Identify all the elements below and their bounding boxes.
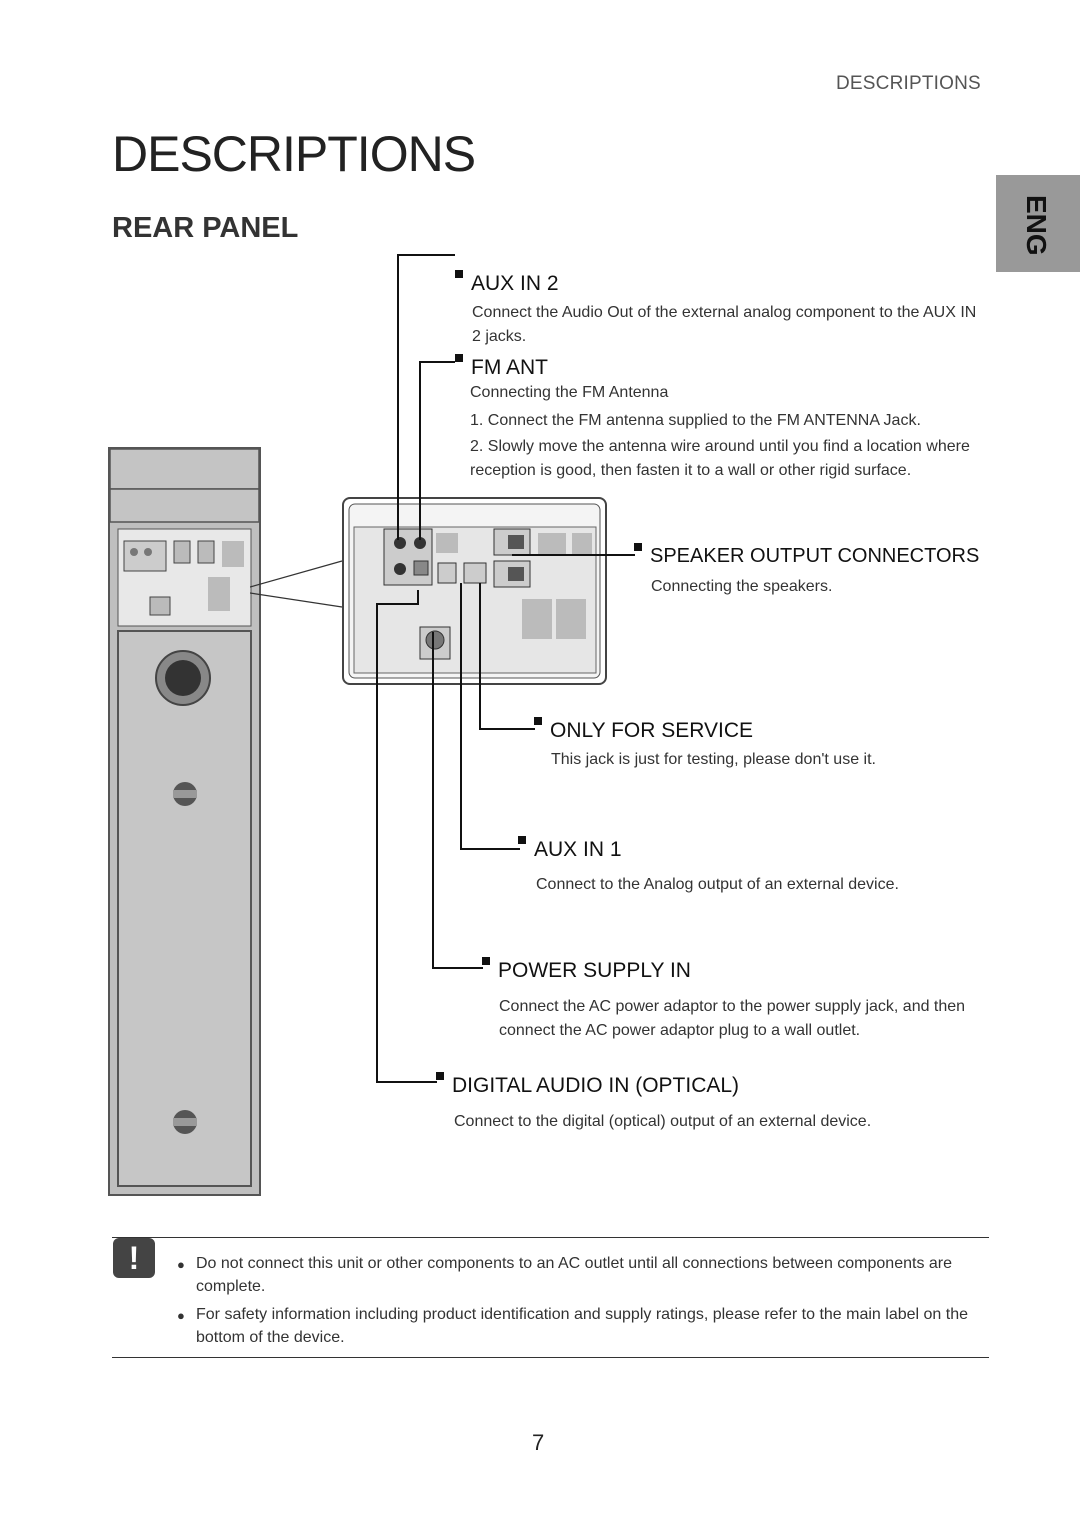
power-supply-heading-text: POWER SUPPLY IN [498, 959, 691, 982]
bullet-dot-icon: ● [177, 1308, 185, 1323]
aux-in-2-heading-text: AUX IN 2 [471, 272, 559, 295]
aux-in-1-heading-text: AUX IN 1 [534, 838, 622, 861]
optical-text: Connect to the digital (optical) output of an external device. [454, 1113, 872, 1130]
only-for-service-text: This jack is just for testing, please don't use it. [551, 751, 876, 768]
bullet-square-icon [534, 717, 542, 725]
speaker-output-text: Connecting the speakers. [651, 578, 833, 595]
note-item-1: Do not connect this unit or other components to an AC outlet until all connections between components are complete. [196, 1255, 953, 1295]
aux-in-2-heading [455, 272, 559, 296]
fm-ant-intro: Connecting the FM Antenna [470, 384, 669, 401]
running-head: DESCRIPTIONS [836, 73, 981, 94]
caution-icon-glyph: ! [128, 1240, 140, 1276]
bullet-square-icon [634, 543, 642, 551]
page-number: 7 [532, 1430, 545, 1455]
optical-heading [436, 1074, 739, 1098]
fm-ant-heading [455, 356, 548, 380]
fm-ant-heading-text: FM ANT [471, 356, 548, 379]
note-bottom-rule [112, 1357, 989, 1358]
section-title: REAR PANEL [112, 212, 299, 244]
fm-ant-step-2: 2. Slowly move the antenna wire around until you find a location where reception is good, then fasten it to a wall or other rigid surface. [470, 438, 970, 479]
language-tab-label: ENG [1021, 195, 1052, 256]
power-supply-text: Connect the AC power adaptor to the power supply jack, and then connect the AC power adaptor plug to a wall outlet. [499, 998, 966, 1039]
power-supply-heading [482, 959, 691, 983]
only-for-service-heading-text: ONLY FOR SERVICE [550, 719, 754, 742]
note-top-rule [112, 1237, 989, 1238]
only-for-service-heading [534, 719, 753, 743]
bullet-square-icon [436, 1072, 444, 1080]
aux-in-2-text: Connect the Audio Out of the external analog component to the AUX IN 2 jacks. [472, 304, 977, 345]
speaker-output-heading [634, 545, 979, 568]
page-title: DESCRIPTIONS [112, 126, 476, 182]
aux-in-1-heading [518, 838, 622, 862]
bullet-square-icon [518, 836, 526, 844]
bullet-dot-icon: ● [177, 1257, 185, 1272]
caution-icon [113, 1238, 155, 1278]
optical-heading-text: DIGITAL AUDIO IN (OPTICAL) [452, 1074, 740, 1097]
speaker-output-heading-text: SPEAKER OUTPUT CONNECTORS [650, 545, 980, 567]
bullet-square-icon [482, 957, 490, 965]
aux-in-1-text: Connect to the Analog output of an external device. [536, 876, 899, 893]
fm-ant-step-1: 1. Connect the FM antenna supplied to the FM ANTENNA Jack. [470, 412, 921, 429]
bullet-square-icon [455, 270, 463, 278]
note-item-2: For safety information including product identification and supply ratings, please refer to the main label on the bottom of the device. [196, 1306, 968, 1346]
bullet-square-icon [455, 354, 463, 362]
